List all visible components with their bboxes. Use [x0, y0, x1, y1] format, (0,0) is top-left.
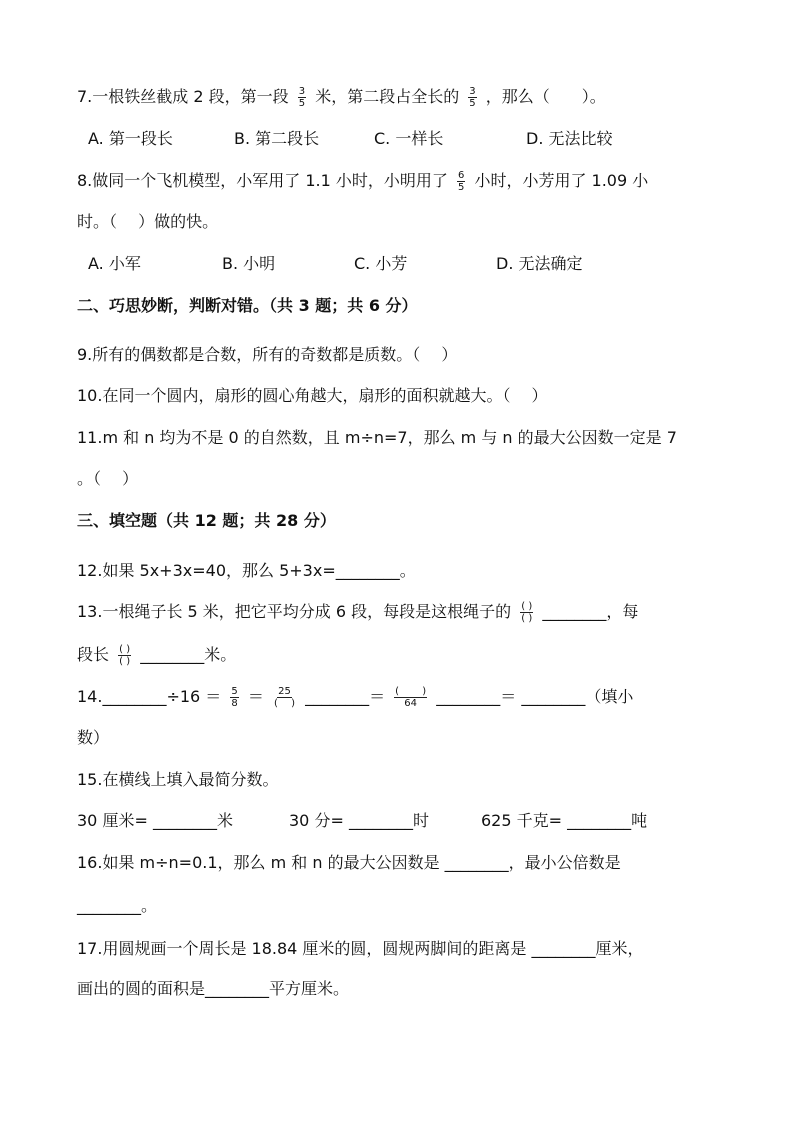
- q13-text-c: 段长: [77, 645, 110, 664]
- q14-equals: ＝: [247, 687, 264, 706]
- question-12: 12.如果 5x+3x=40，那么 5+3x=________。: [77, 561, 416, 580]
- question-11-line-2: 。（ ）: [77, 469, 139, 488]
- question-9: 9.所有的偶数都是合数，所有的奇数都是质数。（ ）: [77, 345, 458, 364]
- q8-option-a: A. 小军: [88, 254, 141, 273]
- q8-option-c: C. 小芳: [354, 254, 408, 273]
- fraction-three-fifths: $\frac{3}{5}$: [298, 86, 306, 109]
- question-17-line-1: 17.用圆规画一个周长是 18.84 厘米的圆，圆规两脚间的距离是 ________厘米，: [77, 939, 644, 958]
- q8-option-d: D. 无法确定: [496, 254, 583, 273]
- q14-text-b: ________＝: [305, 687, 386, 706]
- section-2-title: 二、巧思妙断，判断对错。（共 3 题；共 6 分）: [77, 296, 418, 315]
- q8-line-2: 时。（ ）做的快。: [77, 212, 219, 231]
- fraction-blank-over-64: $\frac{( )}{64}$: [395, 686, 427, 709]
- q14-text-c: ________＝ ________（填小: [436, 687, 634, 706]
- question-14-line-2: 数）: [77, 728, 110, 747]
- question-16-line-2: ________。: [77, 896, 158, 915]
- section-3-title: 三、填空题（共 12 题；共 28 分）: [77, 511, 336, 530]
- fraction-five-eighths: $\frac{5}{8}$: [231, 686, 238, 709]
- fraction-blank-1: $\frac{( )}{( )}$: [521, 601, 533, 624]
- q7-text-c: ，那么（ ）。: [485, 87, 606, 106]
- q7-option-a: A. 第一段长: [88, 129, 173, 148]
- question-14: [77, 686, 633, 709]
- q15-item-2: 30 分= ________时: [289, 811, 429, 830]
- fraction-three-fifths-2: $\frac{3}{5}$: [469, 86, 476, 109]
- fraction-six-fifths: $\frac{6}{5}$: [457, 170, 465, 193]
- q13-text-d: ________米。: [140, 645, 237, 664]
- question-17-line-2: 画出的圆的面积是________平方厘米。: [77, 979, 350, 998]
- fraction-25-over-blank: $\frac{25}{( )}$: [273, 686, 295, 709]
- q7-text-a: 7.一根铁丝截成 2 段，第一段: [77, 87, 289, 106]
- q7-option-d: D. 无法比较: [526, 129, 613, 148]
- q13-text-b: ________，每: [542, 602, 639, 621]
- question-13: [77, 601, 638, 624]
- q7-option-c: C. 一样长: [374, 129, 444, 148]
- question-10: 10.在同一个圆内，扇形的圆心角越大，扇形的面积就越大。（ ）: [77, 386, 548, 405]
- q7-option-b: B. 第二段长: [234, 129, 320, 148]
- q15-item-3: 625 千克= ________吨: [481, 811, 648, 830]
- q8-text-b: 小时，小芳用了 1.09 小: [474, 171, 649, 190]
- question-16-line-1: 16.如果 m÷n=0.1，那么 m 和 n 的最大公因数是 ________，最小公倍数是: [77, 853, 621, 872]
- q15-item-1: 30 厘米= ________米: [77, 811, 233, 830]
- q8-option-b: B. 小明: [222, 254, 276, 273]
- q14-text-a: 14.________÷16 ＝: [77, 687, 222, 706]
- question-15: 15.在横线上填入最简分数。: [77, 770, 279, 789]
- q13-text-a: 13.一根绳子长 5 米，把它平均分成 6 段，每段是这根绳子的: [77, 602, 512, 621]
- q7-text-b: 米，第二段占全长的: [315, 87, 460, 106]
- question-7: [77, 86, 606, 109]
- question-11-line-1: 11.m 和 n 均为不是 0 的自然数，且 m÷n=7，那么 m 与 n 的最大公因数一定是 7: [77, 428, 677, 447]
- question-8: [77, 170, 648, 193]
- fraction-blank-2: $\frac{( )}{( )}$: [119, 644, 131, 667]
- question-13-line-2: [77, 644, 236, 667]
- q8-text-a: 8.做同一个飞机模型，小军用了 1.1 小时，小明用了: [77, 171, 448, 190]
